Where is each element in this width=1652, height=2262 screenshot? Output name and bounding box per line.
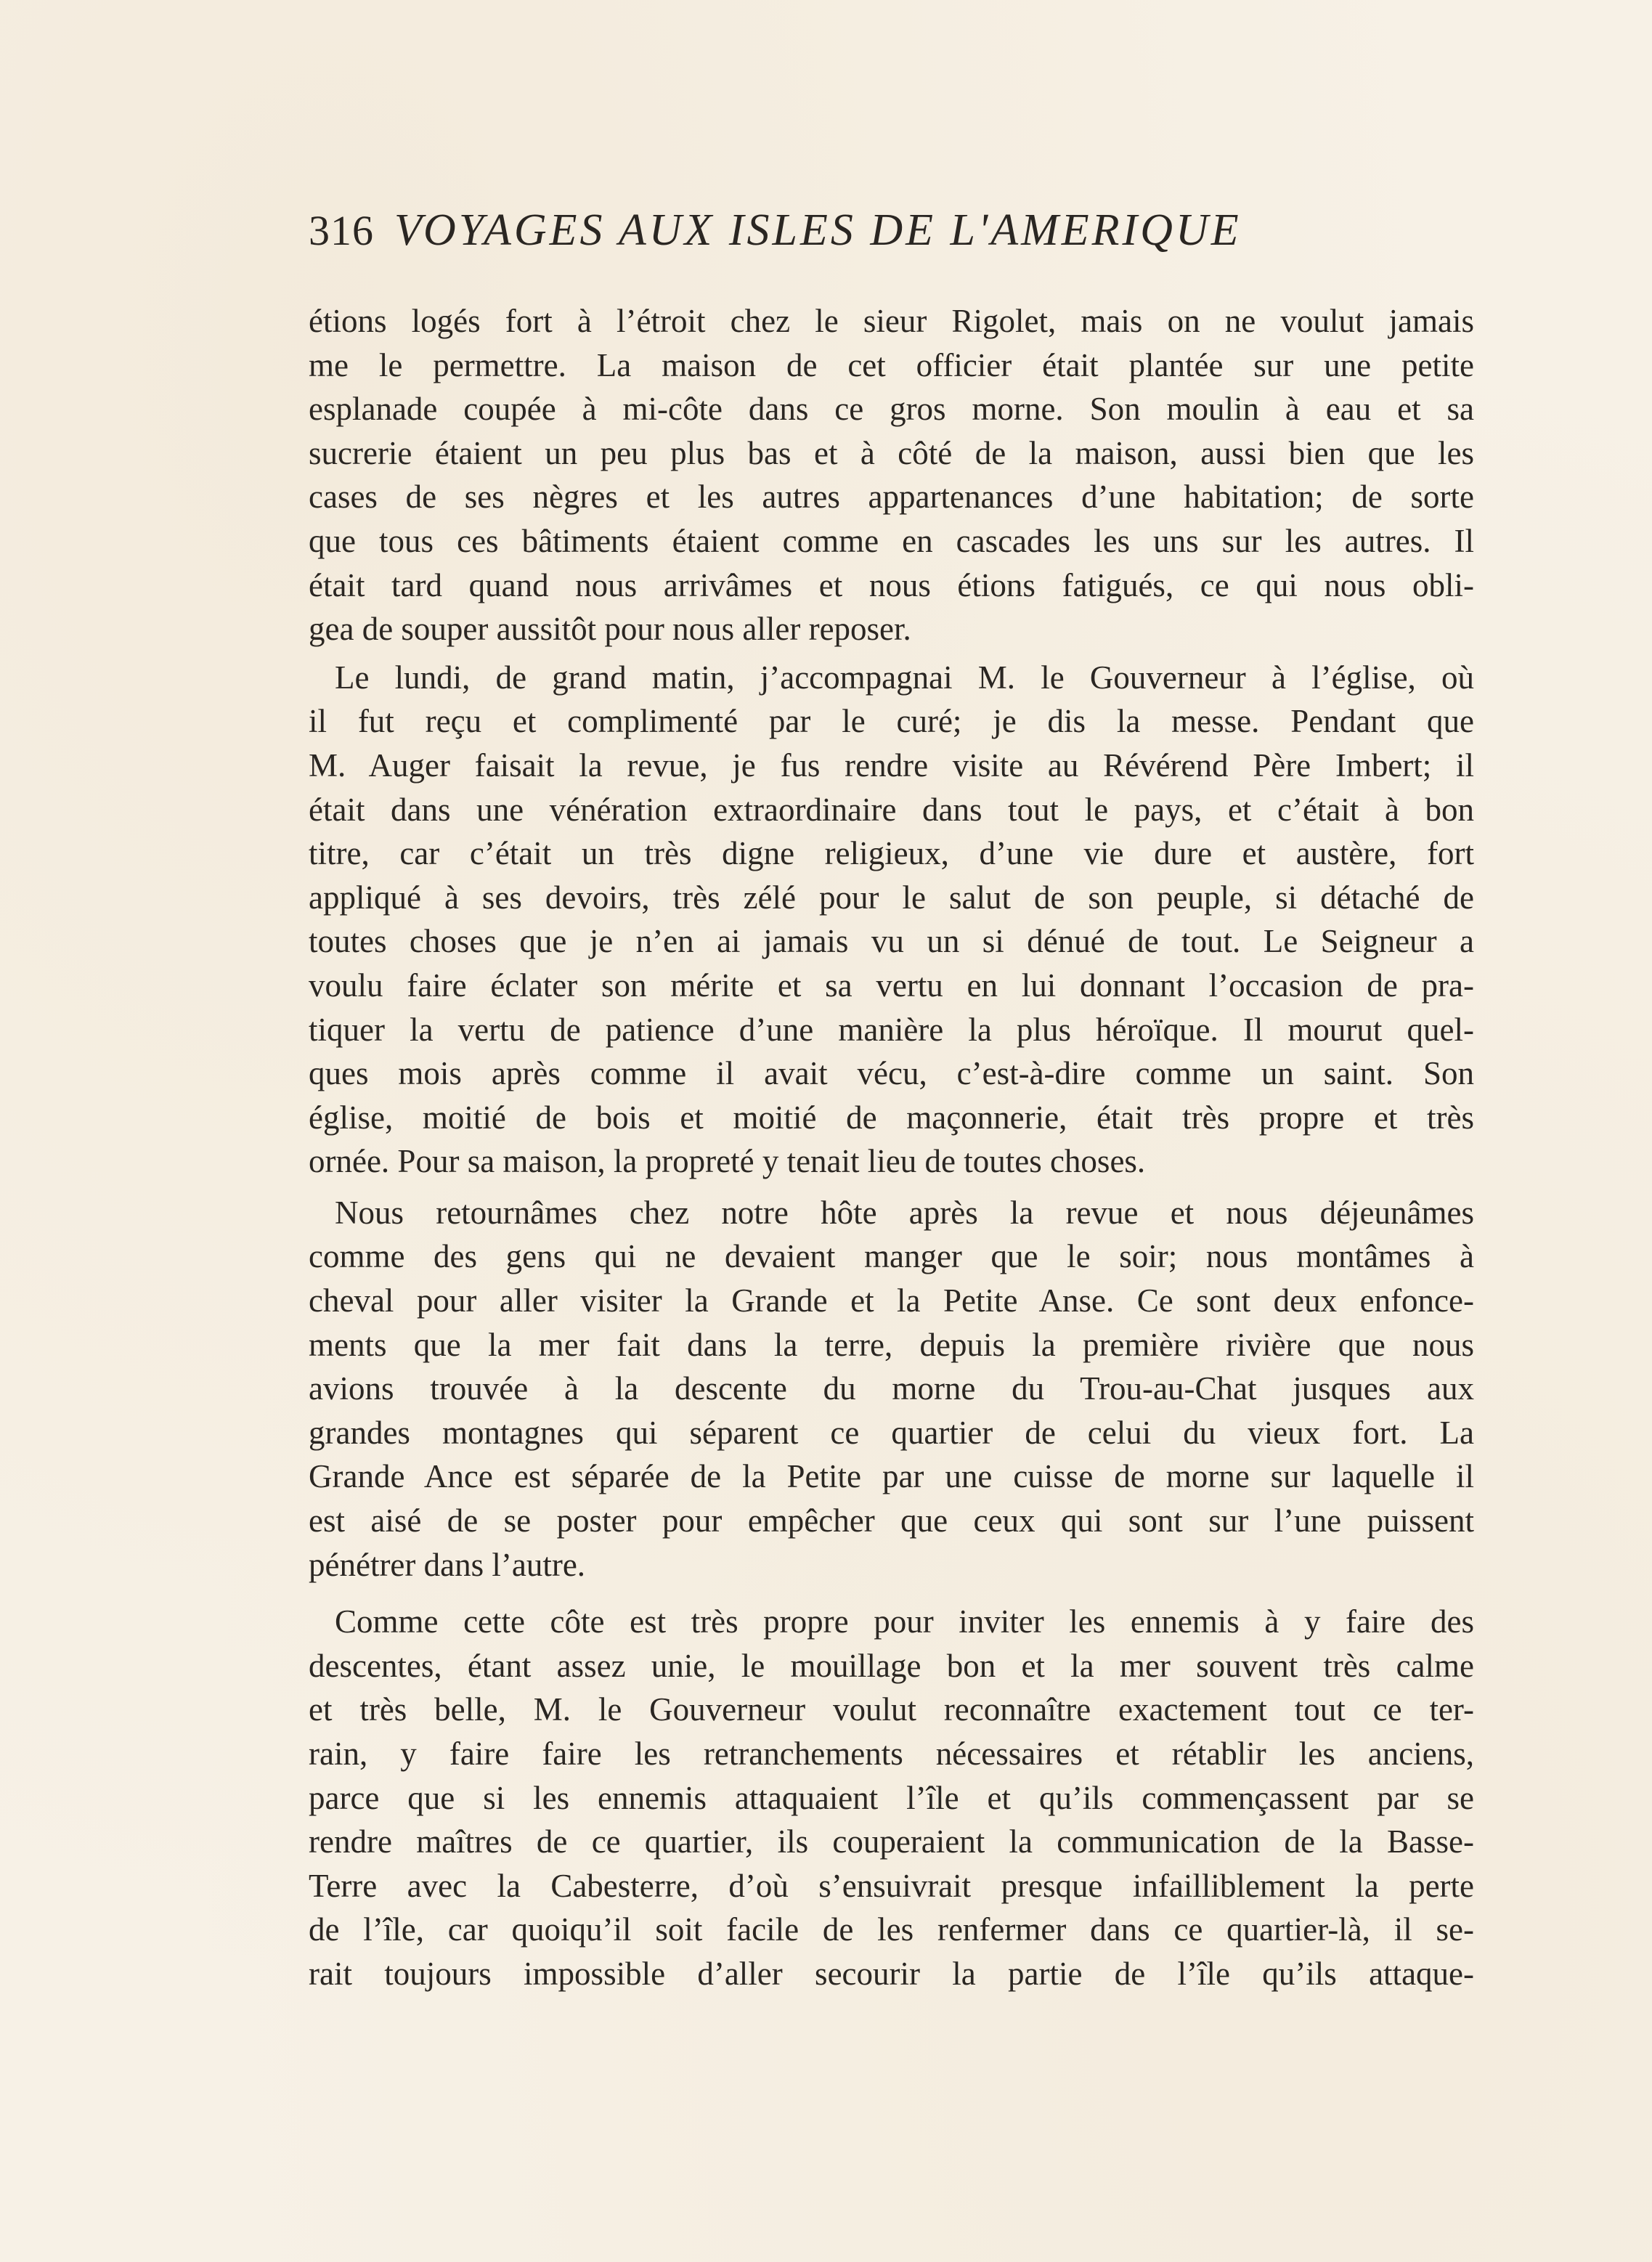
text-line: appliqué à ses devoirs, très zélé pour le salut de son peuple, si détaché de [309,879,1474,916]
text-line: comme des gens qui ne devaient manger que le soir; nous montâmes à [309,1238,1474,1275]
text-line: voulu faire éclater son mérite et sa vertu en lui donnant l’occasion de pra- [309,967,1474,1004]
text-line: étions logés fort à l’étroit chez le sieur Rigolet, mais on ne voulut jamais [309,303,1474,339]
body-text [309,299,1474,1996]
text-line: ornée. Pour sa maison, la propreté y tenait lieu de toutes choses. [309,1143,1146,1180]
running-head [309,205,1474,270]
text-line: et très belle, M. le Gouverneur voulut reconnaître exactement tout ce ter- [309,1691,1474,1728]
text-line: Terre avec la Cabesterre, d’où s’ensuivrait presque infailliblement la perte [309,1867,1474,1904]
text-line: avions trouvée à la descente du morne du Trou-au-Chat jusques aux [309,1370,1474,1407]
text-line: ments que la mer fait dans la terre, depuis la première rivière que nous [309,1326,1474,1363]
text-line: était tard quand nous arrivâmes et nous étions fatigués, ce qui nous obli- [309,566,1474,603]
paragraph-2 [309,656,1474,1184]
text-line: de l’île, car quoiqu’il soit facile de les renfermer dans ce quartier-là, il se- [309,1911,1474,1948]
text-line: parce que si les ennemis attaquaient l’île et qu’ils commençassent par se [309,1779,1474,1816]
text-line: pénétrer dans l’autre. [309,1546,586,1583]
paragraph-3 [309,1191,1474,1587]
text-line: toutes choses que je n’en ai jamais vu un si dénué de tout. Le Seigneur a [309,923,1474,960]
text-line: gea de souper aussitôt pour nous aller reposer. [309,611,911,648]
paragraph-4 [309,1600,1474,1995]
text-line: ques mois après comme il avait vécu, c’est-à-dire comme un saint. Son [309,1055,1474,1092]
running-title: VOYAGES AUX ISLES DE L'AMERIQUE [394,206,1242,255]
text-line: rait toujours impossible d’aller secourir la partie de l’île qu’ils attaque- [309,1955,1474,1992]
text-line: esplanade coupée à mi-côte dans ce gros morne. Son moulin à eau et sa [309,391,1474,428]
text-line: me le permettre. La maison de cet officier était plantée sur une petite [309,346,1474,383]
text-line: rendre maîtres de ce quartier, ils couperaient la communication de la Basse- [309,1823,1474,1860]
page-number: 316 [309,207,374,254]
text-line: descentes, étant assez unie, le mouillage bon et la mer souvent très calme [309,1647,1474,1684]
text-line: Le lundi, de grand matin, j’accompagnai M. le Gouverneur à l’église, où [335,659,1474,696]
text-line: Comme cette côte est très propre pour inviter les ennemis à y faire des [335,1603,1474,1640]
text-line: cases de ses nègres et les autres appartenances d’une habitation; de sorte [309,479,1474,516]
text-line: est aisé de se poster pour empêcher que ceux qui sont sur l’une puissent [309,1502,1474,1539]
text-line: titre, car c’était un très digne religieux, d’une vie dure et austère, fort [309,835,1474,872]
text-line: que tous ces bâtiments étaient comme en cascades les uns sur les autres. Il [309,522,1474,559]
text-line: Nous retournâmes chez notre hôte après la revue et nous déjeunâmes [335,1194,1474,1231]
text-line: cheval pour aller visiter la Grande et la Petite Anse. Ce sont deux enfonce- [309,1282,1474,1319]
paragraph-1 [309,299,1474,651]
text-line: M. Auger faisait la revue, je fus rendre visite au Révérend Père Imbert; il [309,746,1474,784]
text-line: grandes montagnes qui séparent ce quartier de celui du vieux fort. La [309,1414,1474,1451]
text-line: tiquer la vertu de patience d’une manière la plus héroïque. Il mourut quel- [309,1011,1474,1048]
text-line: Grande Ance est séparée de la Petite par une cuisse de morne sur laquelle il [309,1458,1474,1495]
book-page [309,205,1474,1992]
text-line: était dans une vénération extraordinaire dans tout le pays, et c’était à bon [309,791,1474,828]
text-line: église, moitié de bois et moitié de maçonnerie, était très propre et très [309,1099,1474,1136]
text-line: il fut reçu et complimenté par le curé; je dis la messe. Pendant que [309,703,1474,740]
text-line: sucrerie étaient un peu plus bas et à côté de la maison, aussi bien que les [309,434,1474,471]
text-line: rain, y faire faire les retranchements nécessaires et rétablir les anciens, [309,1736,1474,1772]
